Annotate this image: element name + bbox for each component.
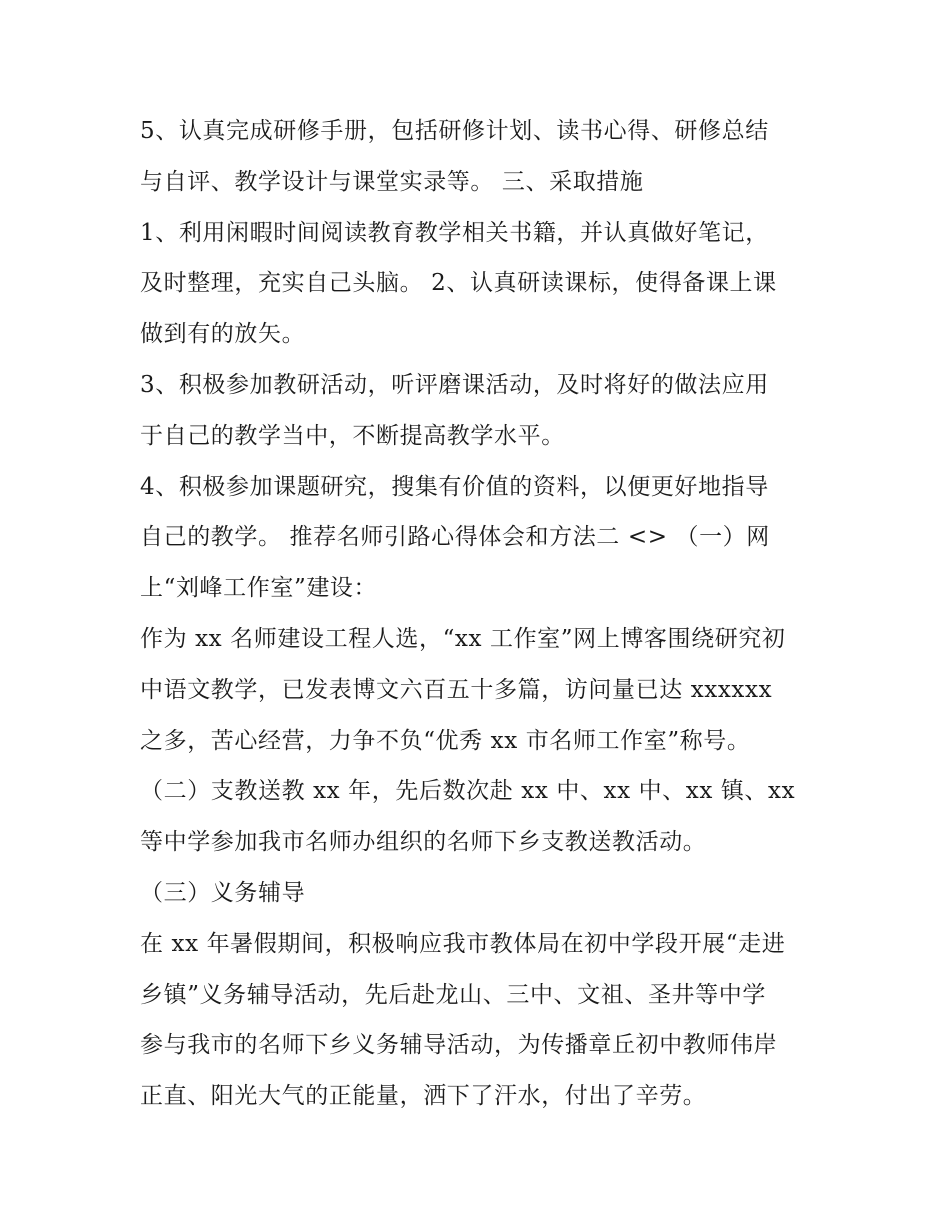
document-body [140,106,820,1122]
text-line: 于自己的教学当中，不断提高教学水平。 [140,422,565,449]
text-line: 5、认真完成研修手册，包括研修计划、读书心得、研修总结 [140,118,769,144]
text-line: 正直、阳光大气的正能量，洒下了汗水，付出了辛劳。 [140,1083,707,1110]
text-line: 在 xx 年暑假期间，积极响应我市教体局在初中学段开展“走进 [140,930,786,957]
text-line: 做到有的放矢。 [140,321,306,348]
text-line: 乡镇”义务辅导活动，先后赴龙山、三中、文祖、圣井等中学 [140,981,766,1008]
text-line: 上“刘峰工作室”建设： [140,575,378,602]
text-line: 中语文教学，已发表博文六百五十多篇，访问量已达 xxxxxx [140,676,773,703]
text-line: （二）支教送教 xx 年，先后数次赴 xx 中、xx 中、xx 镇、xx [140,778,796,805]
text-line: 1、利用闲暇时间阅读教育教学相关书籍，并认真做好笔记， [140,219,769,246]
text-line: 自己的教学。 推荐名师引路心得体会和方法二 <> （一）网 [140,524,770,551]
text-line: 作为 xx 名师建设工程人选，“xx 工作室”网上博客围绕研究初 [140,625,786,652]
text-line: 之多，苦心经营，力争不负“优秀 xx 市名师工作室”称号。 [140,727,751,754]
text-line: （三）义务辅导 [140,879,306,906]
text-line: 4、积极参加课题研究，搜集有价值的资料，以便更好地指导 [140,473,769,500]
text-line: 3、积极参加教研活动，听评磨课活动，及时将好的做法应用 [140,371,769,398]
text-line: 参与我市的名师下乡义务辅导活动，为传播章丘初中教师伟岸 [140,1032,778,1059]
text-line: 及时整理，充实自己头脑。 2、认真研读课标，使得备课上课 [140,270,777,297]
text-line: 与自评、教学设计与课堂实录等。 三、采取措施 [140,168,644,195]
text-line: 等中学参加我市名师办组织的名师下乡支教送教活动。 [140,829,707,856]
